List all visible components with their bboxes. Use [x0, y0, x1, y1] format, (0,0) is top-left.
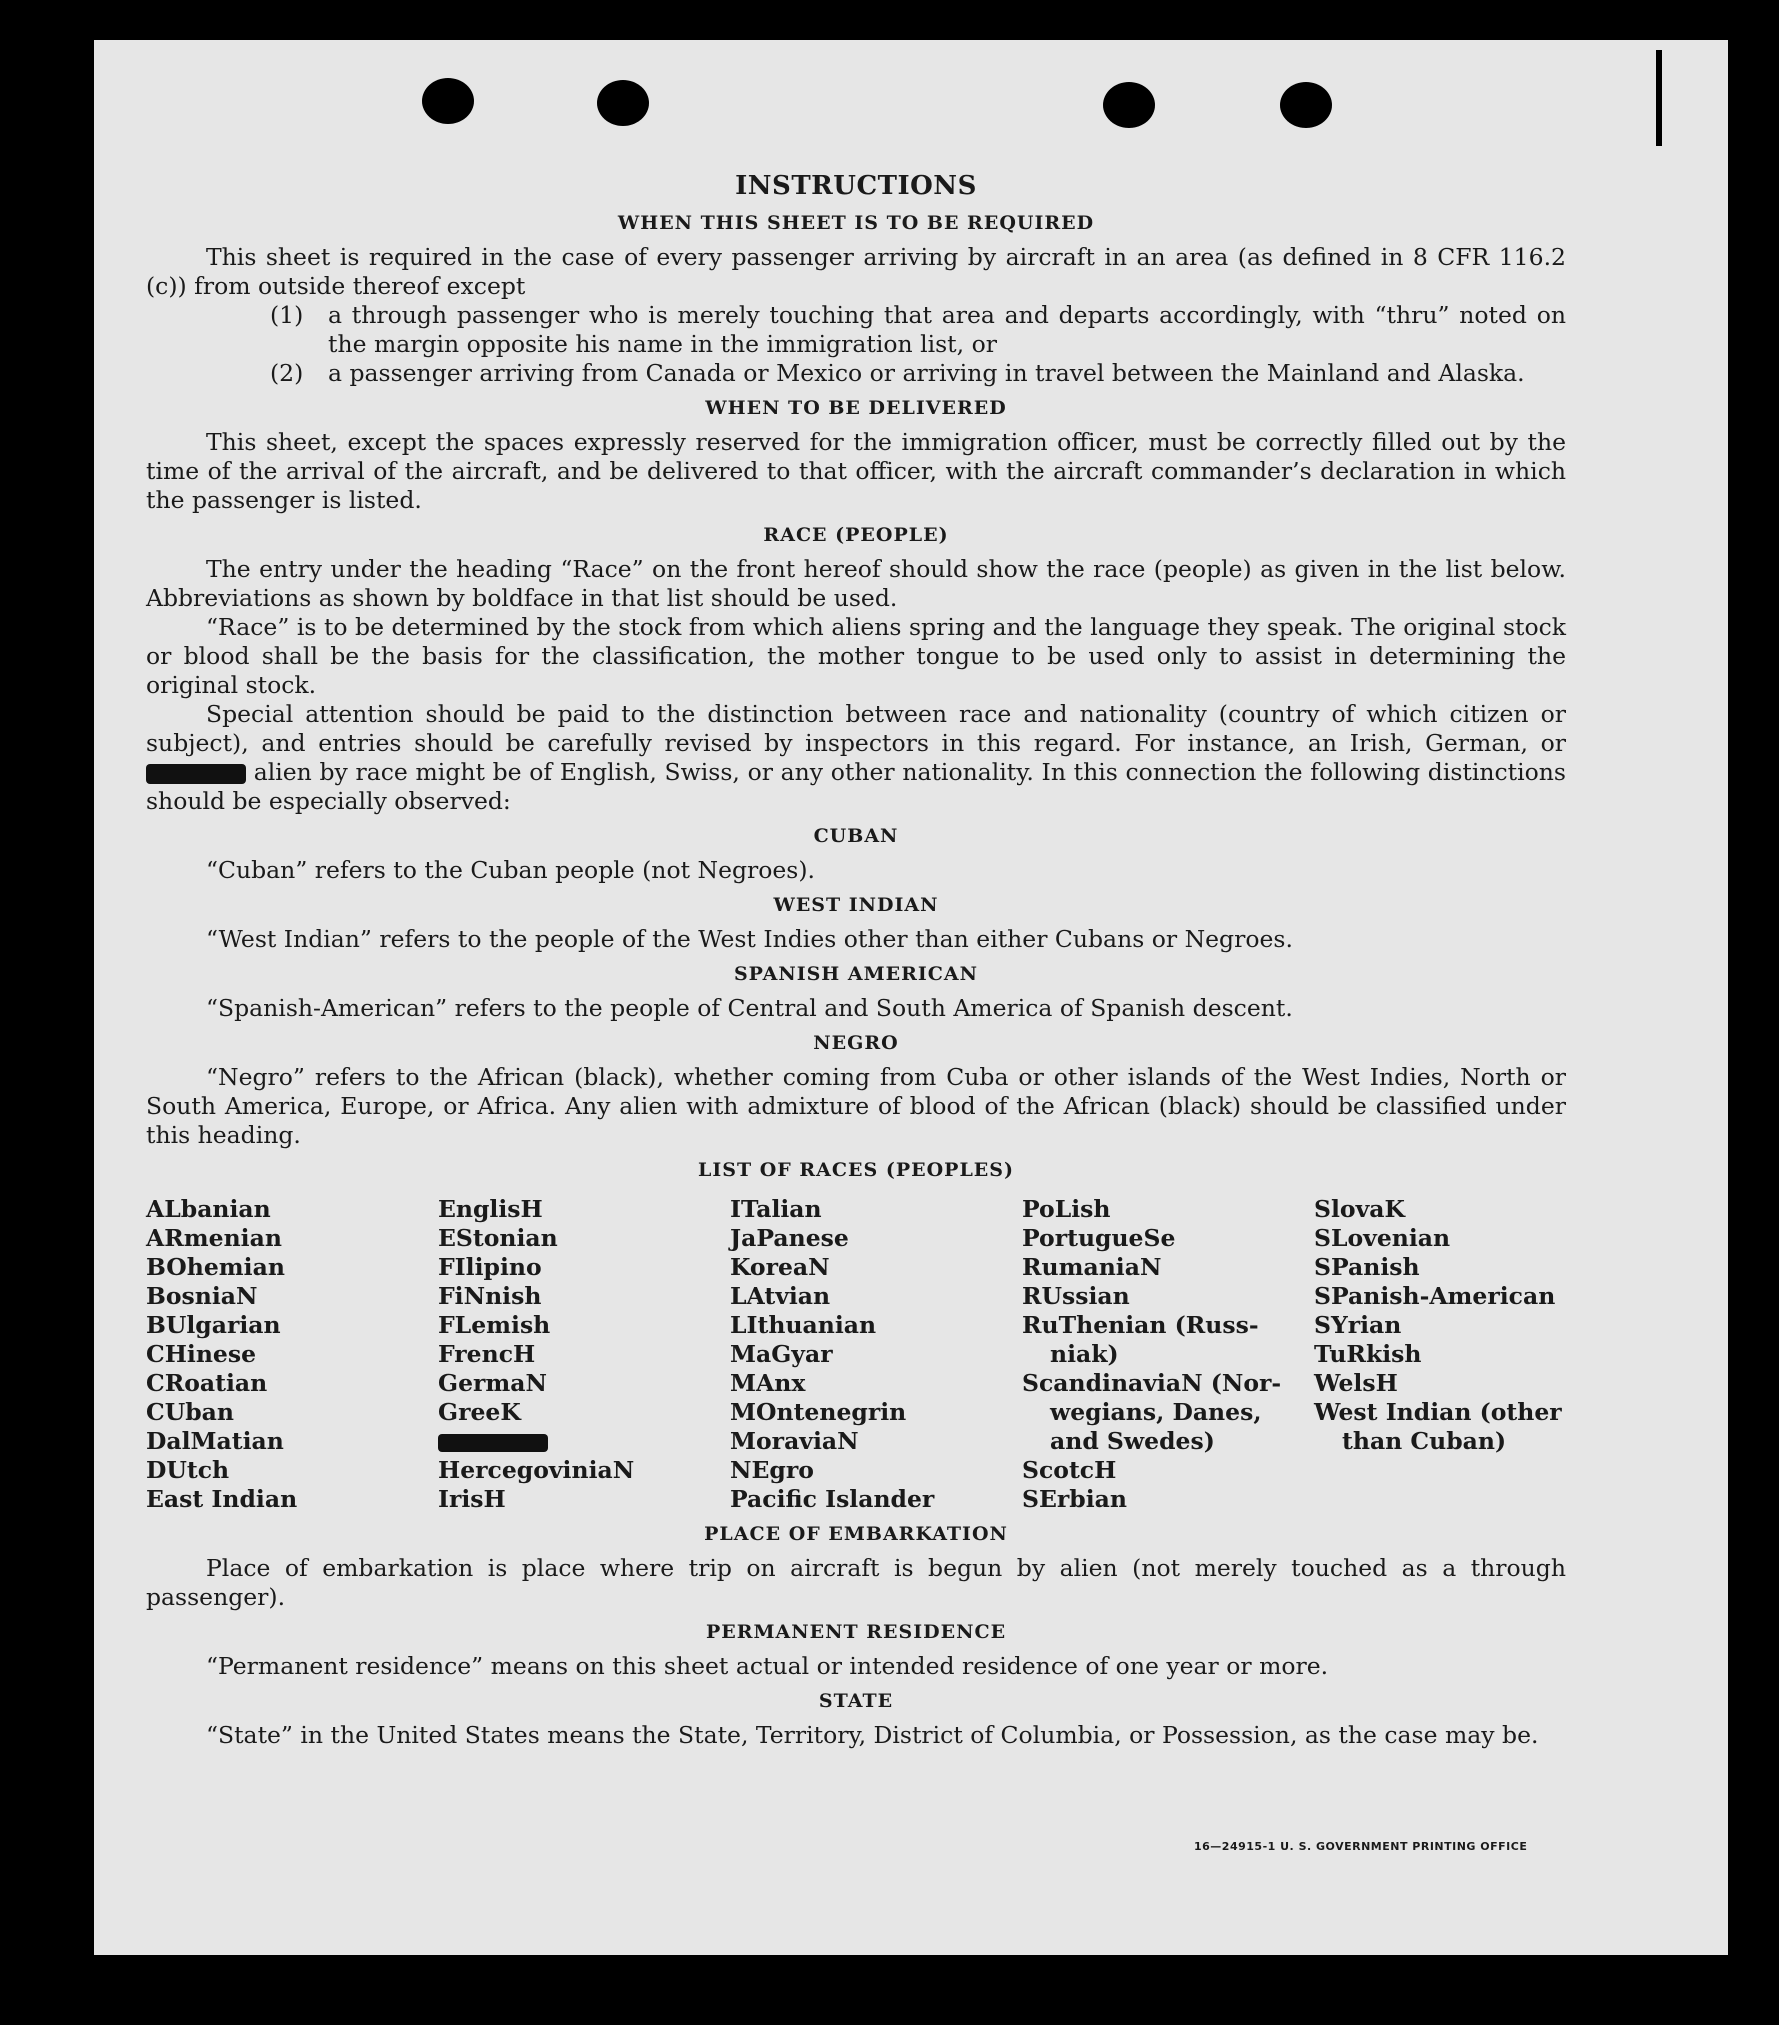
race-item: West Indian (other	[1314, 1398, 1562, 1426]
race-item: EStonian	[438, 1224, 558, 1252]
race-item: SLovenian	[1314, 1224, 1451, 1252]
race-item: Pacific Islander	[730, 1485, 935, 1513]
print-code: 16—24915-1 U. S. GOVERNMENT PRINTING OFFICE	[1194, 1840, 1528, 1853]
race-item: WelsH	[1314, 1369, 1398, 1397]
item-number: (2)	[270, 359, 304, 387]
section-heading: CUBAN	[813, 825, 899, 847]
race-item: EnglisH	[438, 1195, 543, 1223]
section-heading: NEGRO	[813, 1032, 899, 1054]
section-heading: PERMANENT RESIDENCE	[705, 1621, 1007, 1643]
race-item: FIlipino	[438, 1253, 542, 1281]
punch-hole	[597, 80, 649, 126]
race-item: ScotcH	[1022, 1456, 1117, 1484]
race-item: niak)	[1050, 1340, 1119, 1368]
race-item: GermaN	[438, 1369, 547, 1397]
race-item: than Cuban)	[1342, 1427, 1507, 1455]
race-item: MOntenegrin	[730, 1398, 907, 1426]
race-item: NEgro	[730, 1456, 814, 1484]
race-column	[1022, 1195, 1314, 1514]
section-heading: LIST OF RACES (PEOPLES)	[698, 1159, 1014, 1181]
race-column	[1314, 1195, 1606, 1514]
section-heading: SPANISH AMERICAN	[733, 963, 979, 985]
section-heading: PLACE OF EMBARKATION	[704, 1523, 1008, 1545]
race-item: East Indian	[146, 1485, 298, 1513]
race-item: CUban	[146, 1398, 234, 1426]
paragraph-part: alien by race might be of English, Swiss, or any other nationality. In this connection the following distinctions should be especially observed:	[146, 758, 1566, 815]
item-number: (1)	[270, 301, 304, 329]
paragraph: “Spanish-American” refers to the people of Central and South America of Spanish descent.	[206, 994, 1293, 1022]
paragraph-part: Special attention should be paid to the distinction between race and nationality (country of which citizen or subject), and entries should be carefully revised by inspectors in this regard. For instance, an Irish, German, or	[146, 700, 1566, 757]
race-item: SPanish-American	[1314, 1282, 1556, 1310]
document-sheet	[94, 40, 1728, 1955]
paragraph: “Race” is to be determined by the stock from which aliens spring and the language they speak. The original stock or blood shall be the basis for the classification, the mother tongue to be used only to assist in determining the original stock.	[146, 613, 1566, 699]
race-item: ITalian	[730, 1195, 822, 1223]
list-item	[270, 301, 1566, 359]
race-item: DalMatian	[146, 1427, 284, 1455]
race-item: FiNnish	[438, 1282, 542, 1310]
race-item: MaGyar	[730, 1340, 833, 1368]
instructions-body	[146, 172, 1566, 1750]
race-item: BUlgarian	[146, 1311, 281, 1339]
punch-hole	[422, 78, 474, 124]
paragraph: This sheet, except the spaces expressly reserved for the immigration officer, must be correctly filled out by the time of the arrival of the aircraft, and be delivered to that officer, with the aircraft commander’s declaration in which the passenger is listed.	[146, 428, 1566, 514]
race-item: SYrian	[1314, 1311, 1402, 1339]
race-item: RUssian	[1022, 1282, 1130, 1310]
race-column	[146, 1195, 438, 1514]
race-item: JaPanese	[730, 1224, 849, 1252]
paragraph: The entry under the heading “Race” on the front hereof should show the race (people) as given in the list below. Abbreviations as shown by boldface in that list should be used.	[146, 555, 1566, 612]
paragraph: Place of embarkation is place where trip on aircraft is begun by alien (not merely touched as a through passenger).	[146, 1554, 1566, 1611]
race-item: TuRkish	[1314, 1340, 1422, 1368]
paragraph: “Cuban” refers to the Cuban people (not Negroes).	[206, 856, 816, 884]
race-item: MAnx	[730, 1369, 806, 1397]
race-item: HercegoviniaN	[438, 1456, 635, 1484]
race-item: DUtch	[146, 1456, 230, 1484]
item-text: a passenger arriving from Canada or Mexico or arriving in travel between the Mainland and Alaska.	[328, 359, 1525, 387]
race-item: SPanish	[1314, 1253, 1420, 1281]
race-column	[438, 1195, 730, 1514]
item-text: a through passenger who is merely touching that area and departs accordingly, with “thru” noted on the margin opposite his name in the immigration list, or	[328, 301, 1566, 358]
race-item: ScandinaviaN (Nor-	[1022, 1369, 1282, 1397]
section-heading: STATE	[818, 1690, 894, 1712]
punch-hole	[1103, 82, 1155, 128]
section-heading: RACE (PEOPLE)	[763, 524, 949, 546]
race-item: LAtvian	[730, 1282, 831, 1310]
paragraph: “Negro” refers to the African (black), whether coming from Cuba or other islands of the West Indies, North or South America, Europe, or Africa. Any alien with admixture of blood of the African (black) should be classified under this heading.	[146, 1063, 1566, 1149]
race-item: wegians, Danes,	[1050, 1398, 1262, 1426]
race-list	[146, 1195, 1566, 1514]
race-item: MoraviaN	[730, 1427, 859, 1455]
section-heading: WEST INDIAN	[773, 894, 939, 916]
section-heading: WHEN TO BE DELIVERED	[705, 397, 1007, 419]
race-item: PoLish	[1022, 1195, 1111, 1223]
race-item: KoreaN	[730, 1253, 830, 1281]
race-item: IrisH	[438, 1485, 506, 1513]
paragraph: This sheet is required in the case of every passenger arriving by aircraft in an area (as defined in 8 CFR 116.2 (c)) from outside thereof except	[146, 243, 1566, 300]
race-item: and Swedes)	[1050, 1427, 1215, 1455]
race-item-redacted	[438, 1427, 730, 1456]
punch-hole	[1280, 82, 1332, 128]
race-item: CHinese	[146, 1340, 257, 1368]
redaction-mark	[438, 1434, 548, 1452]
race-item: BOhemian	[146, 1253, 285, 1281]
scan-mark	[1656, 50, 1662, 146]
race-item: SlovaK	[1314, 1195, 1405, 1223]
race-item: RumaniaN	[1022, 1253, 1162, 1281]
race-item: FLemish	[438, 1311, 551, 1339]
race-item: ARmenian	[146, 1224, 282, 1252]
paragraph: “State” in the United States means the State, Territory, District of Columbia, or Possession, as the case may be.	[206, 1721, 1539, 1749]
race-item: ALbanian	[146, 1195, 271, 1223]
race-item: PortugueSe	[1022, 1224, 1176, 1252]
race-item: FrencH	[438, 1340, 536, 1368]
race-item: LIthuanian	[730, 1311, 877, 1339]
race-item: BosniaN	[146, 1282, 258, 1310]
redaction-mark	[146, 764, 246, 784]
paragraph: “Permanent residence” means on this sheet actual or intended residence of one year or more.	[206, 1652, 1329, 1680]
paragraph: “West Indian” refers to the people of the West Indies other than either Cubans or Negroes.	[206, 925, 1293, 953]
race-item: CRoatian	[146, 1369, 268, 1397]
race-item: GreeK	[438, 1398, 521, 1426]
list-item	[270, 359, 1566, 388]
paragraph	[146, 700, 1566, 816]
section-heading: WHEN THIS SHEET IS TO BE REQUIRED	[617, 212, 1095, 234]
race-column	[730, 1195, 1022, 1514]
page-title: INSTRUCTIONS	[735, 171, 977, 201]
race-item: SErbian	[1022, 1485, 1127, 1513]
race-item: RuThenian (Russ-	[1022, 1311, 1259, 1339]
